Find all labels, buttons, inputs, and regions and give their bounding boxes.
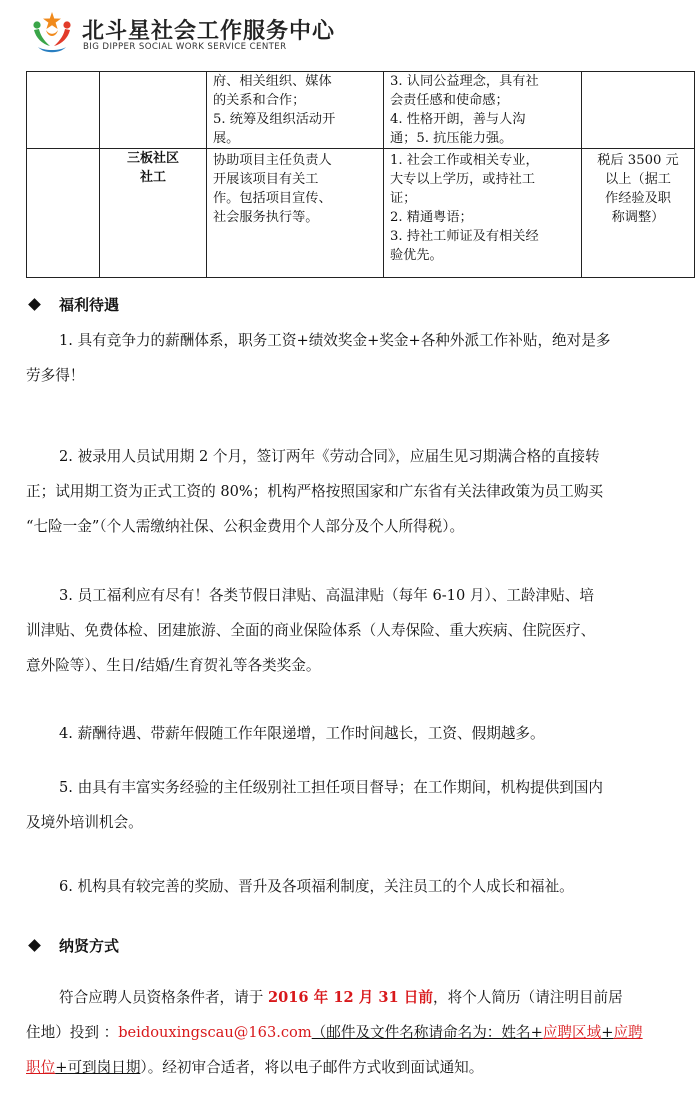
- naming-position-text: 职位: [26, 1059, 56, 1076]
- paragraph-line: [26, 980, 692, 1015]
- paragraph-line: 5. 由具有丰富实务经验的主任级别社工担任项目督导；在工作期间，机构提供到国内: [59, 779, 603, 796]
- naming-area-text: 应聘区域: [542, 1024, 602, 1041]
- apply-text: 符合应聘人员资格条件者，请于: [59, 989, 268, 1006]
- job-duties-cell: [207, 72, 384, 149]
- apply-text: ，将个人简历（请注明目前居: [432, 989, 623, 1006]
- paragraph-line: 3. 员工福利应有尽有！各类节假日津贴、高温津贴（每年 6-10 月）、工龄津贴、培: [59, 587, 594, 604]
- duty-line: 开展该项目有关工: [213, 172, 319, 187]
- requirement-line: 1. 社会工作或相关专业，: [390, 153, 539, 168]
- duty-line: 社会服务执行等。: [213, 210, 319, 225]
- requirement-line: 3. 认同公益理念，具有社: [390, 74, 539, 89]
- diamond-bullet-icon: [28, 298, 41, 311]
- benefits-heading: [26, 294, 119, 315]
- benefit-item-2: [26, 439, 692, 544]
- apply-text: ）。经初审合适者，将以电子邮件方式收到面试通知。: [140, 1059, 484, 1076]
- paragraph-line: 劳多得！: [26, 367, 85, 384]
- requirement-line: 3. 持社工师证及有相关经: [390, 229, 539, 244]
- salary-line: 作经验及职: [605, 191, 671, 206]
- naming-date-text: 可到岗日期: [67, 1059, 141, 1076]
- requirement-line: 证；: [390, 191, 417, 206]
- duty-line: 展。: [213, 131, 240, 146]
- salary-line: 税后 3500 元: [597, 153, 679, 168]
- paragraph-line: 1. 具有竞争力的薪酬体系，职务工资+绩效奖金+奖金+各种外派工作补贴，绝对是多: [59, 332, 611, 349]
- naming-position-text: 应聘: [613, 1024, 643, 1041]
- paragraph-line: [26, 1015, 692, 1050]
- naming-plus: +: [601, 1024, 614, 1041]
- email-address[interactable]: beidouxingscau@163.com: [118, 1024, 312, 1041]
- requirement-line: 大专以上学历，或持社工: [390, 172, 536, 187]
- table-row: [27, 149, 695, 278]
- requirement-line: 通；5. 抗压能力强。: [390, 131, 513, 146]
- job-title-cell: [100, 72, 207, 149]
- organization-name-cn: 北斗星社会工作服务中心: [82, 19, 336, 44]
- naming-plus: +: [55, 1059, 68, 1076]
- recruitment-heading-text: 纳贤方式: [59, 937, 120, 955]
- naming-rule-text: （邮件及文件名称请命名为：姓名+: [311, 1024, 543, 1041]
- paragraph-line: 4. 薪酬待遇、带薪年假随工作年限递增，工作时间越长，工资、假期越多。: [59, 725, 545, 742]
- duty-line: 府、相关组织、媒体: [213, 74, 332, 89]
- job-title-cell: [100, 149, 207, 278]
- requirement-line: 4. 性格开朗，善与人沟: [390, 112, 526, 127]
- job-requirements-cell: [384, 149, 582, 278]
- paragraph-line: 6. 机构具有较完善的奖励、晋升及各项福利制度，关注员工的个人成长和福祉。: [59, 878, 574, 895]
- salary-cell: [582, 72, 695, 149]
- organization-name-en: BIG DIPPER SOCIAL WORK SERVICE CENTER: [83, 42, 287, 52]
- requirement-line: 验优先。: [390, 248, 443, 263]
- benefit-item-3: [26, 578, 692, 683]
- job-title-line: 社工: [139, 170, 166, 185]
- benefit-item-4: [26, 716, 692, 751]
- table-row: [27, 72, 695, 149]
- recruitment-heading: [26, 935, 119, 956]
- paragraph-line: 及境外培训机会。: [26, 814, 143, 831]
- big-dipper-logo-icon: [28, 10, 76, 56]
- requirement-line: 2. 精通粤语；: [390, 210, 473, 225]
- job-title-line: 三板社区: [126, 151, 179, 166]
- recruitment-paragraph: [26, 980, 692, 1085]
- page-header: [28, 8, 668, 58]
- job-duties-cell: [207, 149, 384, 278]
- paragraph-line: 2. 被录用人员试用期 2 个月，签订两年《劳动合同》，应届生见习期满合格的直接转: [59, 448, 600, 465]
- benefit-item-1: [26, 323, 692, 393]
- paragraph-line: “七险一金”（个人需缴纳社保、公积金费用个人部分及个人所得税）。: [26, 518, 465, 535]
- duty-line: 的关系和合作；: [213, 93, 306, 108]
- salary-cell: [582, 149, 695, 278]
- benefits-heading-text: 福利待遇: [59, 296, 120, 314]
- duty-line: 5. 统筹及组织活动开: [213, 112, 336, 127]
- apply-text: 住地）投到 ：: [26, 1024, 119, 1041]
- salary-line: 称调整）: [611, 210, 665, 225]
- job-table: [26, 71, 695, 278]
- duty-line: 协助项目主任负责人: [213, 153, 332, 168]
- job-requirements-cell: [384, 72, 582, 149]
- paragraph-line: 训津贴、免费体检、团建旅游、全面的商业保险体系（人寿保险、重大疾病、住院医疗、: [26, 622, 596, 639]
- diamond-bullet-icon: [28, 939, 41, 952]
- requirement-line: 会责任感和使命感；: [390, 93, 509, 108]
- deadline-text: 2016 年 12 月 31 日前: [267, 989, 433, 1006]
- benefit-item-6: [26, 869, 692, 904]
- paragraph-line: 意外险等）、生日/结婚/生育贺礼等各类奖金。: [26, 657, 321, 674]
- paragraph-line: 正；试用期工资为正式工资的 80%；机构严格按照国家和广东省有关法律政策为员工购买: [26, 483, 604, 500]
- salary-line: 以上（据工: [605, 172, 671, 187]
- table-cell-empty: [27, 149, 100, 278]
- paragraph-line: [26, 1050, 692, 1085]
- benefit-item-5: [26, 770, 692, 840]
- table-cell-empty: [27, 72, 100, 149]
- duty-line: 作。包括项目宣传、: [213, 191, 332, 206]
